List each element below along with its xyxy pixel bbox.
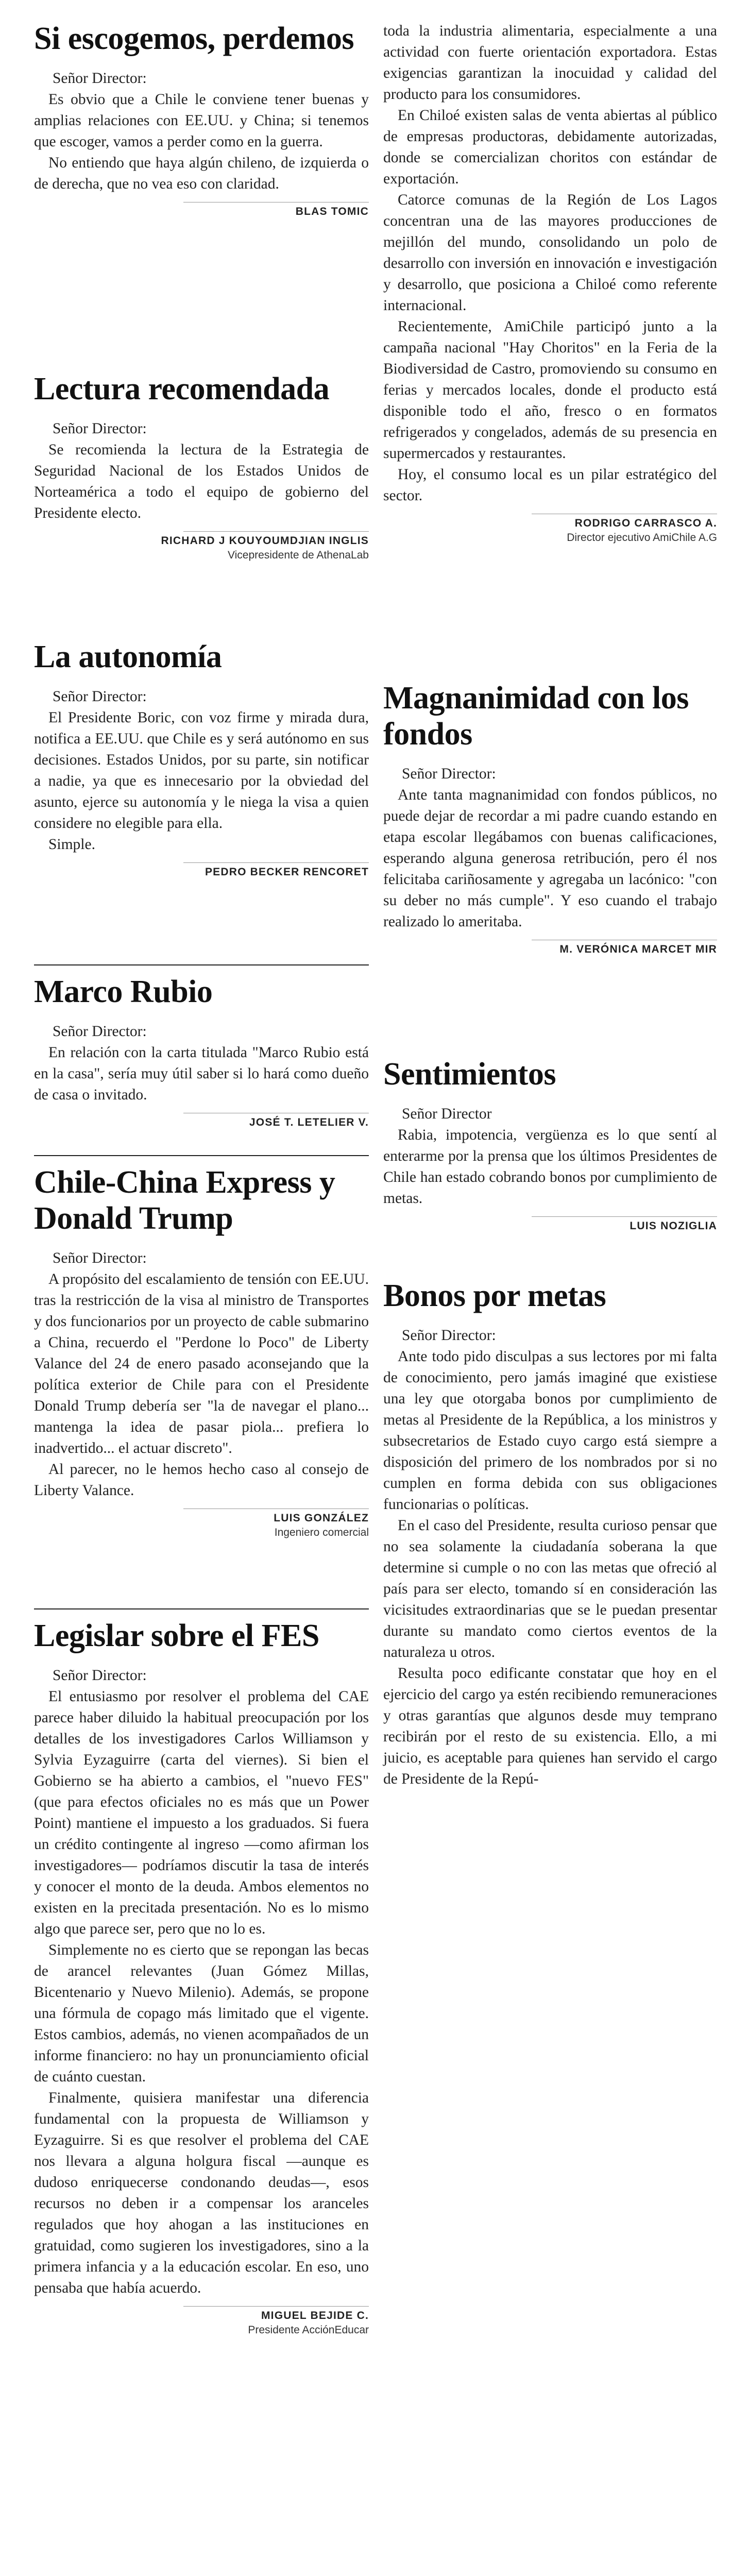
letter-salutation: Señor Director:: [53, 420, 147, 437]
letter-paragraph: Ante todo pido disculpas a sus lectores por mi falta de conocimiento, pero jamás imaginé que existiese una ley que otorgaba bonos por cumplimiento de metas al Presidente de la República, a los ministros y subsecretarios de Estado cuyo cargo está siempre a disposición del primero de los nombrados por si no cumplen en forma debida con sus obligaciones funcionarias o políticas.: [383, 1348, 717, 1513]
letter-headline: Sentimientos: [383, 1057, 556, 1092]
letter-paragraph: Ante tanta magnanimidad con fondos públicos, no puede dejar de recordar a mi padre cuando estando en etapa escolar llegábamos con buenas calificaciones, esperando alguna generosa retribución, pero él nos felicitaba cariñosamente y agregaba un lacónico: "con su deber no más cumple". Y eso cuando el trabajo realizado lo ameritaba.: [383, 787, 717, 930]
signature-rule: [532, 1216, 717, 1217]
letter-body: [383, 1325, 717, 1790]
letter-body: [34, 418, 369, 524]
letter-body: [383, 1104, 717, 1209]
letter-paragraph: Recientemente, AmiChile participó junto a la campaña nacional "Hay Choritos" en la Feria de la Biodiversidad de Castro, promoviendo su consumo en ferias y mercados locales, donde el producto está disponible todo el año, fresco o en formatos refrigerados y congelados, además de su presencia en supermercados y restaurantes.: [383, 318, 717, 462]
letter-body: [34, 1021, 369, 1106]
letter-body: [34, 1665, 369, 2299]
signature-rule: [183, 862, 369, 863]
letter-salutation: Señor Director:: [53, 1023, 147, 1040]
letter-body: [34, 1248, 369, 1501]
signature-rule: [183, 531, 369, 532]
letter-salutation: Señor Director:: [53, 1250, 147, 1266]
letter-paragraph: Resulta poco edificante constatar que hoy en el ejercicio del cargo ya estén recibiendo remuneraciones y otras garantías que algunos desde muy temprano recibirán por el resto de su existencia. Ello, a mi juicio, es aceptable para quienes han servido el cargo de Presidente de la Repú-: [383, 1665, 717, 1787]
signature-title: Vicepresidente de AthenaLab: [227, 549, 369, 561]
letter-headline: La autonomía: [34, 639, 222, 674]
letter-lectura-recomendada-1: [34, 371, 369, 562]
letter-salutation: Señor Director:: [402, 766, 496, 782]
letter-signature: LUIS NOZIGLIA: [630, 1220, 717, 1232]
letter-paragraph: No entiendo que haya algún chileno, de izquierda o de derecha, que no vea eso con claridad.: [34, 155, 369, 192]
letter-headline: Marco Rubio: [34, 974, 213, 1009]
letter-body: [383, 21, 717, 506]
letter-continuation-0: [383, 21, 717, 544]
letter-headline: Bonos por metas: [383, 1278, 606, 1313]
letter-signature: LUIS GONZÁLEZ: [274, 1512, 369, 1524]
letter-body: [383, 764, 717, 933]
letter-headline: Chile-China Express y Donald Trump: [34, 1165, 335, 1236]
letter-sentimientos-2: [383, 1056, 717, 1232]
letter-body: [34, 686, 369, 855]
letter-paragraph: Rabia, impotencia, vergüenza es lo que sentí al enterarme por la prensa que los últimos Presidentes de Chile han estado cobrando bonos por cumplimiento de metas.: [383, 1127, 717, 1207]
signature-title: Ingeniero comercial: [274, 1527, 369, 1538]
letter-paragraph: Simplemente no es cierto que se repongan las becas de arancel relevantes (Juan Gómez Millas, Bicentenario y Nuevo Milenio). Además, se propone una fórmula de copago más limitado que el vigente. Estos cambios, además, no vienen acompañados de un informe financiero: no hay un pronunciamiento oficial de cuánto cuestan.: [34, 1942, 369, 2085]
letter-paragraph: El Presidente Boric, con voz firme y mirada dura, notifica a EE.UU. que Chile es y será autónomo en sus decisiones. Estados Unidos, por su parte, sin notificar a nadie, ya que es innecesario por la obviedad del asunto, ejerce su autonomía y le niega la visa a quien considere no elegible para ella.: [34, 709, 369, 832]
letter-paragraph: El entusiasmo por resolver el problema del CAE parece haber diluido la habitual preocupación por los detalles de los investigadores Carlos Williamson y Sylvia Eyzaguirre (carta del viernes). Si bien el Gobierno se ha abierto a cambios, el "nuevo FES" (que para efectos oficiales no es más que un Power Point) mantiene el impuesto a los graduados. Si fuera un crédito contingente al ingreso —como afirman los investigadores— podríamos discutir la tasa de interés y conocer el monto de la deuda. Ambos elementos no existen en la precitada presentación. No es lo mismo algo que parece ser, pero que no lo es.: [34, 1688, 369, 1937]
letter-paragraph: Simple.: [48, 836, 95, 853]
letter-paragraph: En el caso del Presidente, resulta curioso pensar que no sea solamente la ciudadanía soberana la que determine si cumple o no con las metas que ofreció al país para ser electo, tomando sí en consideración las vicisitudes extraordinarias que se le puedan presentar durante su mandato como ciertos eventos de la naturaleza u otros.: [383, 1517, 717, 1660]
letter-la-autonomia-2: [34, 639, 369, 878]
letter-signature: RICHARD J KOUYOUMDJIAN INGLIS: [161, 535, 369, 547]
signature-rule: [183, 2306, 369, 2307]
section-divider: [34, 1155, 369, 1156]
letter-paragraph: Se recomienda la lectura de la Estrategia de Seguridad Nacional de los Estados Unidos de Norteamérica a todo el equipo de gobierno del Presidente electo.: [34, 442, 369, 521]
letter-headline: Lectura recomendada: [34, 371, 330, 406]
letter-si-escogemos-perdemos-0: [34, 21, 369, 218]
letter-body: [34, 68, 369, 195]
letter-signature: MIGUEL BEJIDE C.: [261, 2310, 369, 2321]
letter-salutation: Señor Director:: [53, 1667, 147, 1684]
letter-paragraph: Finalmente, quisiera manifestar una diferencia fundamental con la propuesta de Williamson y Eyzaguirre. Si es que resolver el problema del CAE nos llevara a alguna holgura fiscal —aunque es dudoso enriquecerse condonando deudas—, esos recursos no deben ir a compensar los aranceles regulados que hoy ahogan a las instituciones en gratuidad, como sugieren los investigadores, sino a la primera infancia y a la educación escolar. En eso, uno pensaba que había acuerdo.: [34, 2090, 369, 2296]
letter-signature: RODRIGO CARRASCO A.: [574, 517, 717, 529]
letter-magnanimidad-con-los-fondos-1: [383, 680, 717, 956]
letter-signature: M. VERÓNICA MARCET MIR: [559, 943, 717, 955]
letter-signature: BLAS TOMIC: [295, 206, 369, 217]
letter-salutation: Señor Director:: [53, 70, 147, 87]
letter-headline: Legislar sobre el FES: [34, 1618, 319, 1653]
letter-salutation: Señor Director:: [402, 1327, 496, 1344]
letter-bonos-por-metas-3: [383, 1278, 717, 1790]
letter-chile-china-express-y-donald-trump-4: [34, 1164, 369, 1539]
letter-paragraph: Es obvio que a Chile le conviene tener buenas y amplias relaciones con EE.UU. y China; si tenemos que escoger, vamos a perder como en la guerra.: [34, 91, 369, 150]
section-divider: [34, 1608, 369, 1609]
letter-salutation: Señor Director: [402, 1106, 492, 1122]
letter-signature: PEDRO BECKER RENCORET: [205, 866, 369, 878]
letter-paragraph: Hoy, el consumo local es un pilar estratégico del sector.: [383, 466, 717, 504]
letter-headline: Si escogemos, perdemos: [34, 21, 354, 56]
letter-marco-rubio-3: [34, 974, 369, 1129]
signature-title: Director ejecutivo AmiChile A.G: [567, 532, 717, 544]
letter-paragraph: Al parecer, no le hemos hecho caso al consejo de Liberty Valance.: [34, 1461, 369, 1499]
letter-legislar-sobre-el-fes-5: [34, 1618, 369, 2336]
letter-paragraph: A propósito del escalamiento de tensión con EE.UU. tras la restricción de la visa al ministro de Transportes y dos funcionarios por un proyecto de cable submarino a China, recuerdo el "Perdone lo Poco" de Liberty Valance del 24 de enero pasado aconsejando que la política exterior de Chile para con el Presidente Donald Trump debería ser "la de navegar el plano... mantenga la idea de pasar piola... prefiera lo inadvertido... el actuar discreto".: [34, 1271, 369, 1456]
letter-paragraph: En Chiloé existen salas de venta abiertas al público de empresas productoras, debidamente autorizadas, donde se comercializan choritos con estándar de exportación.: [383, 107, 717, 187]
section-divider: [34, 964, 369, 965]
letter-headline: Magnanimidad con los fondos: [383, 681, 689, 752]
letter-paragraph: toda la industria alimentaria, especialmente a una actividad con fuerte orientación exportadora. Estas exigencias garantizan la inocuidad y calidad del producto para los consumidores.: [383, 23, 717, 103]
letter-paragraph: Catorce comunas de la Región de Los Lagos concentran una de las mayores producciones de mejillón del mundo, consolidando un polo de desarrollo con inversión en innovación e investigación y desarrollo, que posiciona a Chiloé como referente internacional.: [383, 192, 717, 314]
signature-title: Presidente AcciónEducar: [248, 2324, 369, 2336]
letter-salutation: Señor Director:: [53, 688, 147, 705]
letter-paragraph: En relación con la carta titulada "Marco Rubio está en la casa", sería muy útil saber si lo hará como dueño de casa o invitado.: [34, 1044, 369, 1103]
letter-signature: JOSÉ T. LETELIER V.: [249, 1116, 369, 1128]
